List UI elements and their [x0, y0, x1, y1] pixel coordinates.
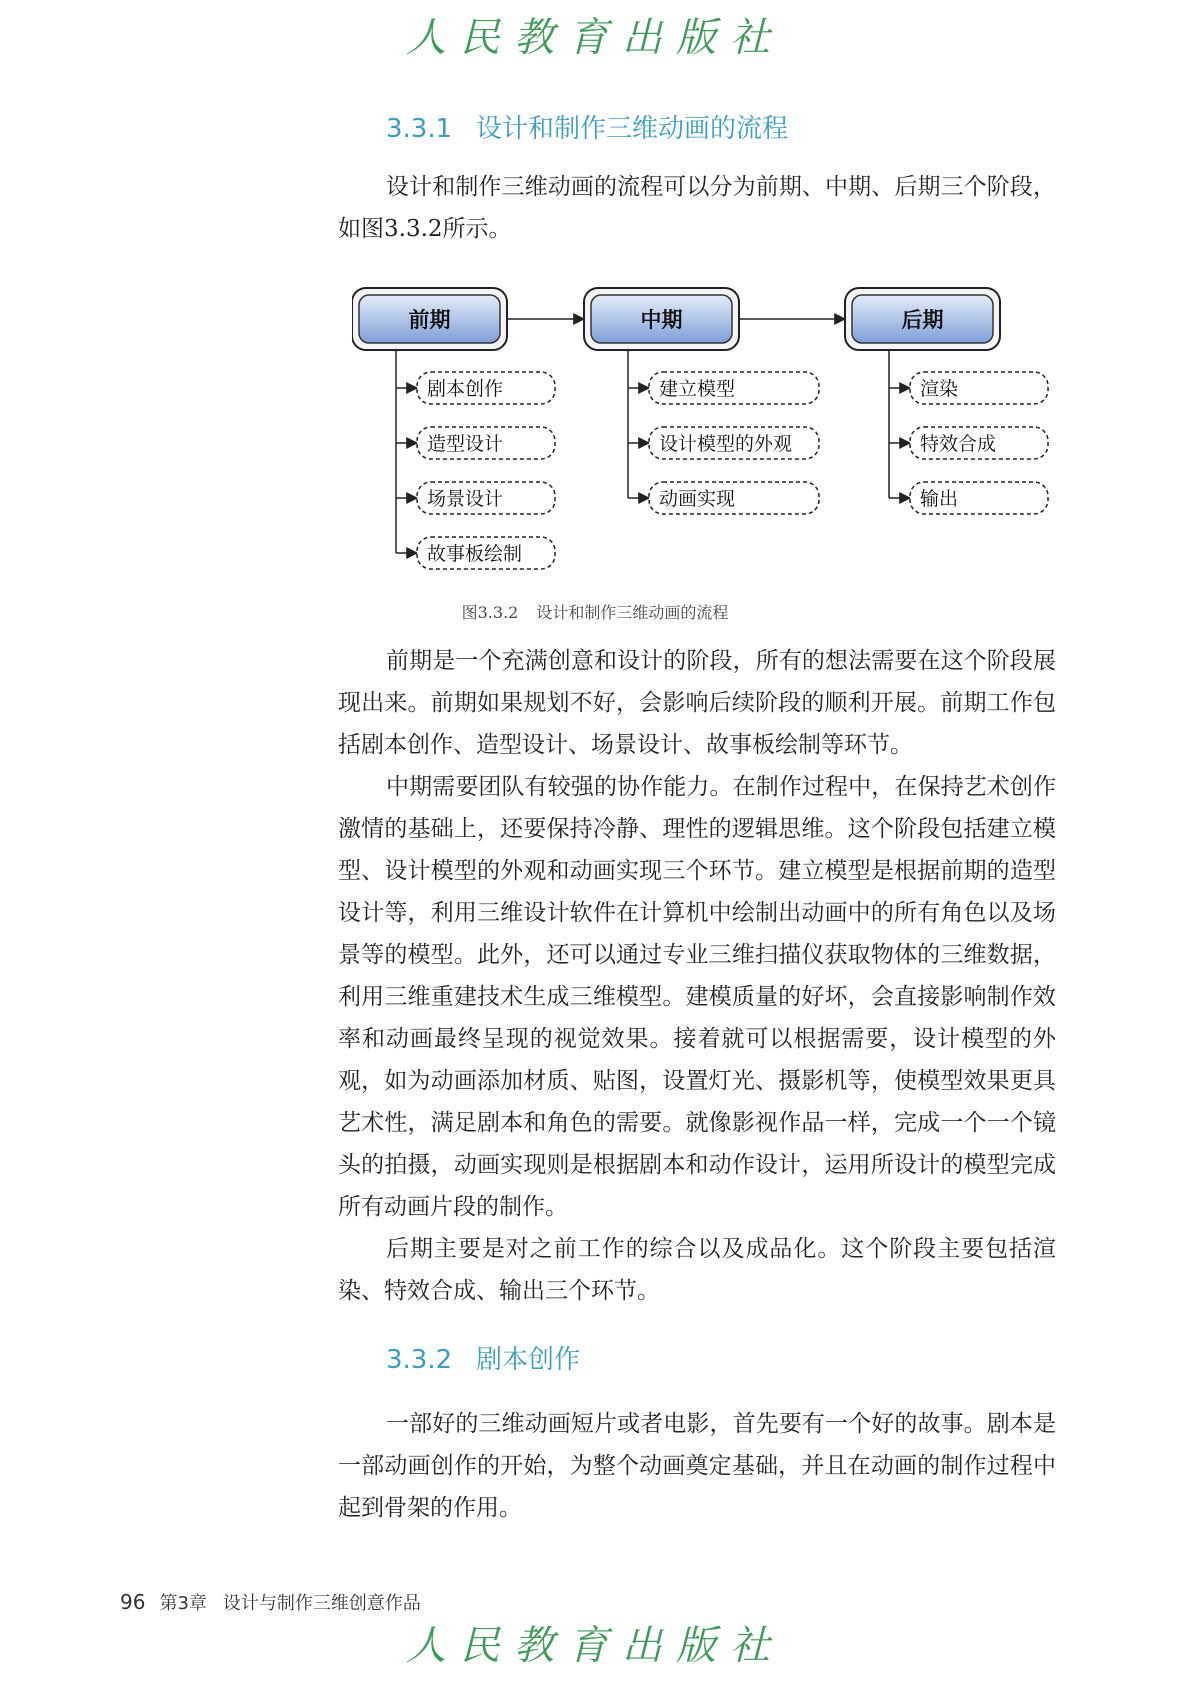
body-paragraphs — [338, 640, 1056, 1312]
section-heading-3-3-2 — [386, 1339, 580, 1376]
paragraph-early-stage: 前期是一个充满创意和设计的阶段，所有的想法需要在这个阶段展现出来。前期如果规划不好，会影响后续阶段的顺利开展。前期工作包括剧本创作、造型设计、场景设计、故事板绘制等环节。 — [338, 648, 1056, 758]
chapter-title: 设计与制作三维创意作品 — [222, 1593, 421, 1614]
stage-item-label: 动画实现 — [659, 488, 736, 510]
paragraph-middle-stage: 中期需要团队有较强的协作能力。在制作过程中，在保持艺术创作激情的基础上，还要保持冷静、理性的逻辑思维。这个阶段包括建立模型、设计模型的外观和动画实现三个环节。建立模型是根据前期的造型设计等，利用三维设计软件在计算机中绘制出动画中的所有角色以及场景等的模型。此外，还可以通过专业三维扫描仪获取物体的三维数据，利用三维重建技术生成三维模型。建模质量的好坏，会直接影响制作效率和动画最终呈现的视觉效果。接着就可以根据需要，设计模型的外观，如为动画添加材质、贴图，设置灯光、摄影机等，使模型效果更具艺术性，满足剧本和角色的需要。就像影视作品一样，完成一个一个镜头的拍摄，动画实现则是根据剧本和动作设计，运用所设计的模型完成所有动画片段的制作。 — [338, 774, 1056, 1220]
stage-item-label: 渲染 — [920, 378, 959, 400]
intro-paragraph: 设计和制作三维动画的流程可以分为前期、中期、后期三个阶段，如图3.3.2所示。 — [338, 174, 1056, 242]
section2-paragraph-block — [338, 1403, 1056, 1529]
stage-label: 前期 — [408, 308, 451, 332]
publisher-logo-bottom: 人民教育出版社 — [406, 1623, 784, 1669]
stage-item-label: 设计模型的外观 — [659, 433, 793, 455]
section-title: 剧本创作 — [476, 1345, 581, 1375]
figure-caption-number: 图3.3.2 — [461, 603, 519, 622]
stage-item-label: 故事板绘制 — [427, 543, 523, 565]
section-heading-3-3-1 — [386, 108, 788, 145]
publisher-logo-top: 人民教育出版社 — [406, 15, 784, 61]
stage-label: 中期 — [640, 308, 683, 332]
intro-paragraph-block — [338, 166, 1056, 250]
figure-caption-text: 设计和制作三维动画的流程 — [536, 603, 729, 622]
stage-label: 后期 — [901, 308, 944, 332]
figure-caption — [0, 600, 1190, 623]
chapter-label: 第3章 — [159, 1593, 207, 1614]
page-number: 96 — [120, 1590, 146, 1614]
paragraph-late-stage: 后期主要是对之前工作的综合以及成品化。这个阶段主要包括渲染、特效合成、输出三个环节。 — [338, 1236, 1056, 1304]
stage-item-label: 剧本创作 — [427, 378, 504, 400]
stage-item-label: 特效合成 — [920, 433, 997, 455]
paragraph-script-writing: 一部好的三维动画短片或者电影，首先要有一个好的故事。剧本是一部动画创作的开始，为整个动画奠定基础，并且在动画的制作过程中起到骨架的作用。 — [338, 1411, 1056, 1521]
stage-item-label: 造型设计 — [427, 433, 504, 455]
section-title: 设计和制作三维动画的流程 — [476, 114, 789, 144]
stage-item-label: 输出 — [920, 488, 959, 510]
section-number: 3.3.2 — [386, 1345, 453, 1375]
stage-item-label: 场景设计 — [427, 488, 504, 510]
page-footer — [120, 1589, 421, 1615]
flowchart-svg — [352, 284, 1052, 584]
section-number: 3.3.1 — [386, 114, 453, 144]
flowchart-figure — [352, 284, 1052, 584]
stage-item-label: 建立模型 — [659, 378, 736, 400]
